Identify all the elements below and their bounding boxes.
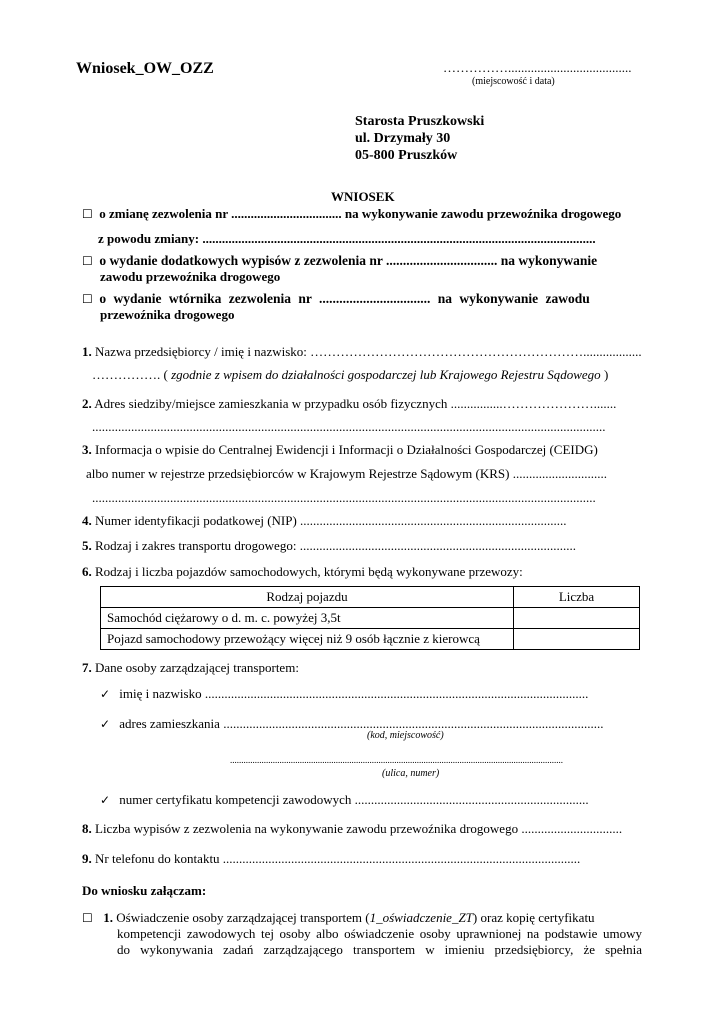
date-caption: (miejscowość i data) — [472, 76, 555, 87]
manager-certificate-label: numer certyfikatu kompetencji zawodowych ........................................................................ — [119, 792, 589, 807]
addressee-line3: 05-800 Pruszków — [355, 148, 458, 163]
checkmark-icon: ✓ — [100, 687, 111, 701]
field-krs-line: albo numer w rejestrze przedsiębiorców w Krajowym Rejestrze Sądowym (KRS) ............................. — [86, 466, 607, 481]
checkmark-icon: ✓ — [100, 717, 111, 731]
attachments-heading: Do wniosku załączam: — [82, 883, 207, 898]
vehicle-table — [100, 586, 640, 650]
street-caption: (ulica, numer) — [382, 768, 440, 779]
note-end: ) — [603, 367, 609, 382]
field-number: 4. — [82, 513, 92, 528]
manager-address-label: adres zamieszkania ..................................................................................................................... — [119, 716, 604, 731]
field-nip-label: Numer identyfikacji podatkowej (NIP) .................................................................................. — [95, 513, 567, 528]
manager-address — [100, 716, 603, 732]
field-transport-type-label: Rodzaj i zakres transportu drogowego: ..................................................................................... — [95, 538, 576, 553]
change-reason-line: z powodu zmiany: ......................................................................................................................... — [98, 231, 596, 246]
checkbox-change-permit[interactable]: ☐ — [82, 207, 93, 221]
field-nip — [82, 513, 567, 529]
field-number: 3. — [82, 442, 92, 457]
addressee-line1: Starosta Pruszkowski — [355, 114, 485, 129]
attachment-1 — [82, 910, 595, 926]
field-transport-type — [82, 538, 576, 554]
field-number: 1. — [82, 344, 92, 359]
addressee-line2: ul. Drzymały 30 — [355, 131, 451, 146]
field-number: 6. — [82, 564, 92, 579]
note-dots: ……………. ( — [92, 367, 168, 382]
option-additional-extracts-label: o wydanie dodatkowych wypisów z zezwolenia nr ................................. na wykonywanie — [99, 253, 598, 268]
attachment-1-text-end: ) oraz kopię certyfikatu — [472, 910, 595, 925]
option-additional-extracts-line2: zawodu przewoźnika drogowego — [100, 269, 281, 284]
field-address-label: Adres siedziby/miejsce zamieszkania w przypadku osób fizycznych ................…………………....... — [94, 396, 617, 411]
field-phone — [82, 851, 580, 867]
note-italic: zgodnie z wpisem do działalności gospodarczej lub Krajowego Rejestru Sądowego — [167, 367, 604, 382]
option-additional-extracts — [82, 253, 642, 269]
field-ceidg-label: Informacja o wpisie do Centralnej Ewidencji i Informacji o Działalności Gospodarczej (CEIDG) — [95, 442, 598, 457]
document-id: Wniosek_OW_OZZ — [76, 60, 214, 77]
attachment-1-text: Oświadczenie osoby zarządzającej transportem ( — [116, 910, 370, 925]
field-number: 2. — [82, 396, 92, 411]
field-ceidg — [82, 442, 598, 458]
checkmark-icon: ✓ — [100, 793, 111, 807]
field-company-name-note — [92, 367, 608, 383]
checkbox-attachment-1[interactable]: ☐ — [82, 911, 93, 925]
manager-name — [100, 686, 588, 702]
manager-name-label: imię i nazwisko ...................................................................................................................... — [119, 686, 589, 701]
option-duplicate-line2: przewoźnika drogowego — [100, 307, 235, 322]
option-change-permit — [82, 206, 621, 222]
field-krs-line2: ........................................................................................................................................................... — [92, 490, 596, 505]
page-title: WNIOSEK — [331, 189, 395, 204]
attachment-number: 1. — [103, 910, 113, 925]
option-change-permit-label: o zmianę zezwolenia nr .................................. na wykonywanie zawodu przewoźnika drogowego — [99, 206, 622, 221]
section-transport-manager — [82, 660, 299, 676]
field-number: 5. — [82, 538, 92, 553]
field-address — [82, 396, 616, 412]
table-header: Liczba — [514, 587, 640, 608]
option-duplicate — [82, 291, 590, 307]
field-company-name-label: Nazwa przedsiębiorcy / imię i nazwisko: ……………………………………………………….................. — [95, 344, 642, 359]
field-number: 8. — [82, 821, 92, 836]
table-row — [101, 629, 640, 650]
field-number: 9. — [82, 851, 92, 866]
field-extracts-count — [82, 821, 622, 837]
checkbox-additional-extracts[interactable]: ☐ — [82, 254, 93, 268]
checkbox-duplicate[interactable]: ☐ — [82, 292, 93, 306]
table-row — [101, 608, 640, 629]
field-vehicles — [82, 564, 523, 580]
section-transport-manager-label: Dane osoby zarządzającej transportem: — [95, 660, 299, 675]
date-line: ……………...................................... — [443, 60, 632, 75]
table-header: Rodzaj pojazdu — [101, 587, 514, 608]
table-cell: Samochód ciężarowy o d. m. c. powyżej 3,5t — [101, 608, 514, 629]
field-extracts-count-label: Liczba wypisów z zezwolenia na wykonywanie zawodu przewoźnika drogowego ............................... — [95, 821, 623, 836]
address-caption: (kod, miejscowość) — [367, 730, 444, 741]
table-cell: Pojazd samochodowy przewożący więcej niż 9 osób łącznie z kierowcą — [101, 629, 514, 650]
field-phone-label: Nr telefonu do kontaktu .............................................................................................................. — [95, 851, 581, 866]
field-company-name — [82, 344, 642, 360]
field-address-line2: .............................................................................................................................................................. — [92, 419, 606, 434]
table-header-row — [101, 587, 640, 608]
option-duplicate-label: o wydanie wtórnika zezwolenia nr ................................. na wykonywanie zawodu — [99, 291, 590, 306]
attachment-1-line3: do wykonywania zadań zarządzającego transportem w imieniu przedsiębiorcy, że spełnia — [117, 942, 642, 957]
attachment-1-line2: kompetencji zawodowych tej osoby albo oświadczenie osoby uprawnionej na podstawie umowy — [117, 926, 642, 941]
manager-address-line2: .................................................................................................................................................... — [230, 755, 563, 765]
manager-certificate — [100, 792, 589, 808]
field-number: 7. — [82, 660, 92, 675]
attachment-1-filename: 1_oświadczenie_ZT — [369, 910, 473, 925]
field-vehicles-label: Rodzaj i liczba pojazdów samochodowych, którymi będą wykonywane przewozy: — [95, 564, 523, 579]
table-cell-count[interactable] — [514, 608, 640, 629]
table-cell-count[interactable] — [514, 629, 640, 650]
